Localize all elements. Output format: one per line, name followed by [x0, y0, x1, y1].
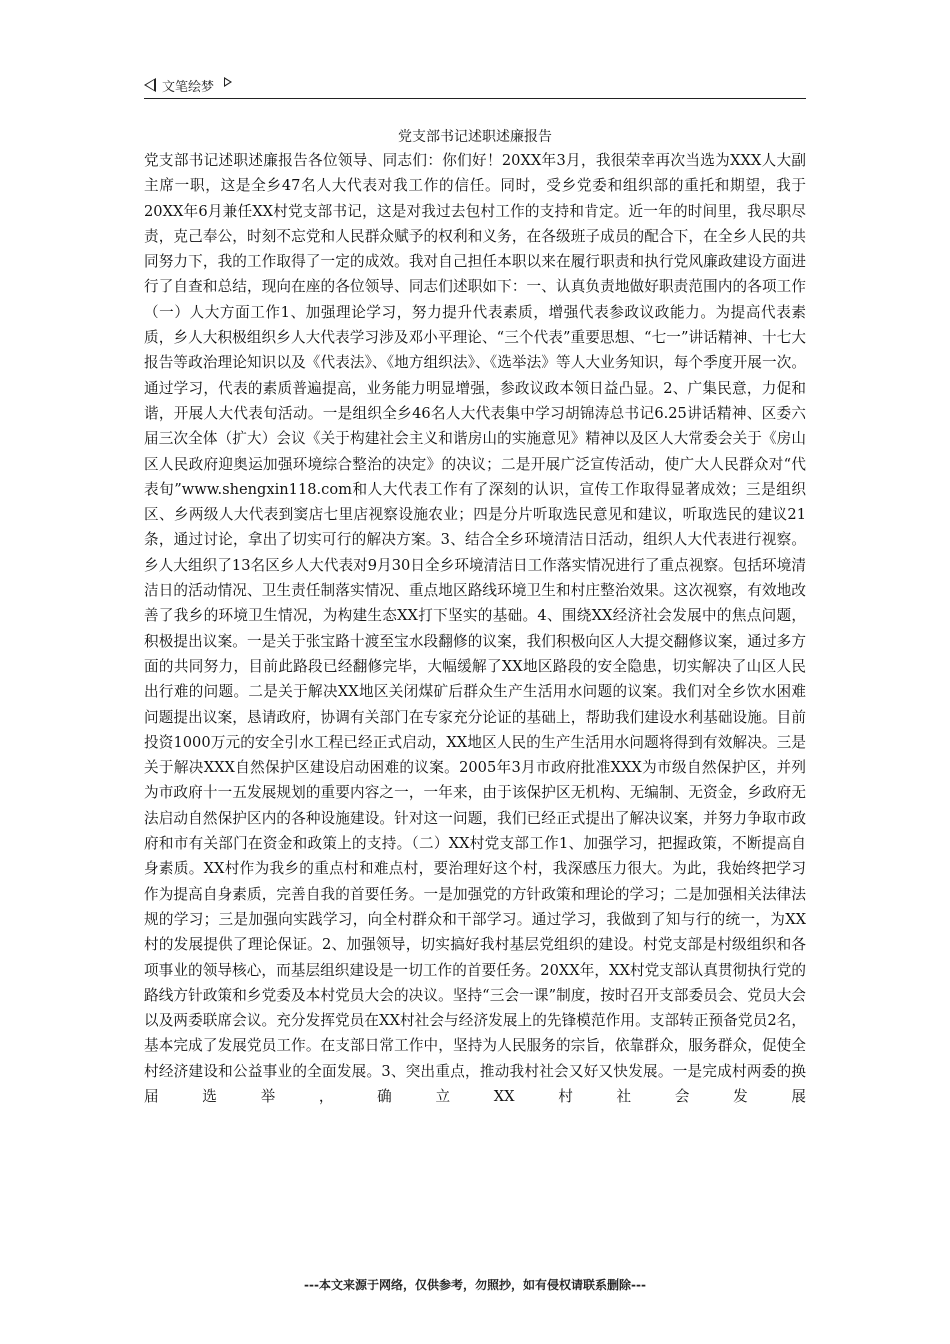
page-header — [144, 72, 806, 99]
footer-notice: ---本文来源于网络，仅供参考，勿照抄，如有侵权请联系删除--- — [304, 1278, 646, 1292]
document-body: 党支部书记述职述廉报告各位领导、同志们：你们好！20XX年3月，我很荣幸再次当选为XXX人大副主席一职，这是全乡47名人大代表对我工作的信任。同时，受乡党委和组织部的重托和期望，我于20XX年6月兼任XX村党支部书记，这是对我过去包村工作的支持和肯定。近一年的时间里，我尽职尽责，克己奉公，时刻不忘党和人民群众赋予的权利和义务，在各级班子成员的配合下，在全乡人民的共同努力下，我的工作取得了一定的成效。我对自己担任本职以来在履行职责和执行党风廉政建设方面进行了自查和总结，现向在座的各位领导、同志们述职如下：一、认真负责地做好职责范围内的各项工作（一）人大方面工作1、加强理论学习，努力提升代表素质，增强代表参政议政能力。为提高代表素质，乡人大积极组织乡人大代表学习涉及邓小平理论、“三个代表”重要思想、“七一”讲话精神、十七大报告等政治理论知识以及《代表法》、《地方组织法》、《选举法》等人大业务知识，每个季度开展一次。通过学习，代表的素质普遍提高，业务能力明显增强，参政议政本领日益凸显。2、广集民意，力促和谐，开展人大代表旬活动。一是组织全乡46名人大代表集中学习胡锦涛总书记6.25讲话精神、区委六届三次全体（扩大）会议《关于构建社会主义和谐房山的实施意见》精神以及区人大常委会关于《房山区人民政府迎奥运加强环境综合整治的决定》的决议；二是开展广泛宣传活动，使广大人民群众对“代表旬”www.shengxin118.com和人大代表工作有了深刻的认识，宣传工作取得显著成效；三是组织区、乡两级人大代表到窦店七里店视察设施农业；四是分片听取选民意见和建议，听取选民的建议21条，通过讨论，拿出了切实可行的解决方案。3、结合全乡环境清洁日活动，组织人大代表进行视察。乡人大组织了13名区乡人大代表对9月30日全乡环境清洁日工作落实情况进行了重点视察。包括环境清洁日的活动情况、卫生责任制落实情况、重点地区路线环境卫生和村庄整治效果。这次视察，有效地改善了我乡的环境卫生情况，为构建生态XX打下坚实的基础。4、围绕XX经济社会发展中的焦点问题，积极提出议案。一是关于张宝路十渡至宝水段翻修的议案，我们积极向区人大提交翻修议案，通过多方面的共同努力，目前此路段已经翻修完毕，大幅缓解了XX地区路段的安全隐患，切实解决了山区人民出行难的问题。二是关于解决XX地区关闭煤矿后群众生产生活用水问题的议案。我们对全乡饮水困难问题提出议案，恳请政府，协调有关部门在专家充分论证的基础上，帮助我们建设水利基础设施。目前投资1000万元的安全引水工程已经正式启动，XX地区人民的生产生活用水问题将得到有效解决。三是关于解决XXX自然保护区建设启动困难的议案。2005年3月市政府批准XXX为市级自然保护区，并列为市政府十一五发展规划的重要内容之一，一年来，由于该保护区无机构、无编制、无资金，乡政府无法启动自然保护区内的各种设施建设。针对这一问题，我们已经正式提出了解决议案，并努力争取市政府和市有关部门在资金和政策上的支持。（二）XX村党支部工作1、加强学习，把握政策，不断提高自身素质。XX村作为我乡的重点村和难点村，要治理好这个村，我深感压力很大。为此，我始终把学习作为提高自身素质，完善自我的首要任务。一是加强党的方针政策和理论的学习；二是加强相关法律法规的学习；三是加强向实践学习，向全村群众和干部学习。通过学习，我做到了知与行的统一，为XX村的发展提供了理论保证。2、加强领导，切实搞好我村基层党组织的建设。村党支部是村级组织和各项事业的领导核心，而基层组织建设是一切工作的首要任务。20XX年，XX村党支部认真贯彻执行党的路线方针政策和乡党委及本村党员大会的决议。坚持“三会一课”制度，按时召开支部委员会、党员大会以及两委联席会议。充分发挥党员在XX村社会与经济发展上的先锋模范作用。支部转正预备党员2名，基本完成了发展党员工作。在支部日常工作中，坚持为人民服务的宗旨，依靠群众，服务群众，促使全村经济建设和公益事业的全面发展。3、突出重点，推动我村社会又好又快发展。一是完成村两委的换届选举，确立XX村社会发展 — [144, 152, 806, 1105]
header-brand: 文笔绘梦 — [162, 79, 215, 95]
triangle-right-icon — [224, 77, 232, 87]
document-title: 党支部书记述职述廉报告 — [398, 129, 552, 145]
triangle-left-icon — [144, 78, 156, 92]
